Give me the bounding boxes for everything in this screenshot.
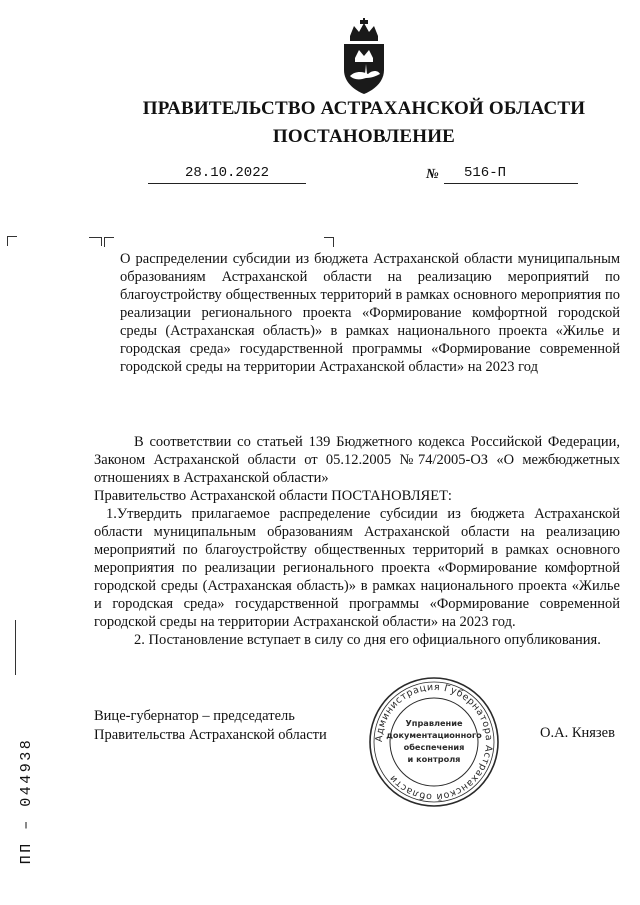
form-serial-number: ПП – 044938 xyxy=(18,737,35,865)
signatory-position xyxy=(94,707,327,745)
document-number: 516-П xyxy=(444,165,578,184)
seal-center-line: Управление xyxy=(405,718,463,728)
document-date: 28.10.2022 xyxy=(148,165,306,184)
preamble: В соответствии со статьей 139 Бюджетного кодекса Российской Федерации, Законом Астраханской области от 05.12.2005 №74/2005-ОЗ «О межбюджетных отношениях в Астраханской области» xyxy=(94,434,620,486)
seal-ring-text: Администрация Губернатора Астраханской области xyxy=(373,681,495,803)
number-sign: № xyxy=(426,167,439,182)
government-title: ПРАВИТЕЛЬСТВО АСТРАХАНСКОЙ ОБЛАСТИ xyxy=(142,98,586,119)
resolution-line: Правительство Астраханской области ПОСТАНОВЛЯЕТ: xyxy=(94,488,452,504)
document-subject: О распределении субсидии из бюджета Астраханской области муниципальным образованиям Астраханской области на реализацию мероприятий по благоустройству общественных территорий в рамках основного мероприятия по реализации регионального проекта «Формирование комфортной городской среды (Астраханская область)» в рамках национального проекта «Жилье и городская среда» государственной программы «Формирование современной городской среды на территории Астраханской области» на 2023 год xyxy=(120,251,620,375)
official-seal-stamp xyxy=(366,674,502,810)
margin-corner-mark xyxy=(7,236,17,246)
item-2: 2. Постановление вступает в силу со дня его официального опубликования. xyxy=(134,632,601,648)
subject-corner-mark xyxy=(324,237,334,247)
seal-center-line: обеспечения xyxy=(403,742,465,752)
signatory-name: О.А. Князев xyxy=(540,725,615,741)
subject-corner-mark xyxy=(104,237,114,247)
signatory-position-line: Вице-губернатор – председатель xyxy=(94,708,295,724)
signatory-position-line: Правительства Астраханской области xyxy=(94,727,327,743)
seal-center-line: документационного xyxy=(386,730,482,740)
coat-of-arms-icon xyxy=(336,18,392,96)
seal-center-line: и контроля xyxy=(407,754,461,764)
subject-corner-mark xyxy=(89,237,102,246)
document-body xyxy=(94,433,620,649)
margin-rule xyxy=(15,620,16,675)
item-1: 1.Утвердить прилагаемое распределение субсидии из бюджета Астраханской области муниципальным образованиям Астраханской области на реализацию мероприятий по благоустройству общественных территорий в рамках основного мероприятия по реализации регионального проекта «Формирование комфортной городской среды (Астраханская область)» в рамках национального проекта «Жилье и городская среда» государственной программы «Формирование современной городской среды на территории Астраханской области» на 2023 год. xyxy=(94,506,620,630)
document-type: ПОСТАНОВЛЕНИЕ xyxy=(272,126,456,147)
